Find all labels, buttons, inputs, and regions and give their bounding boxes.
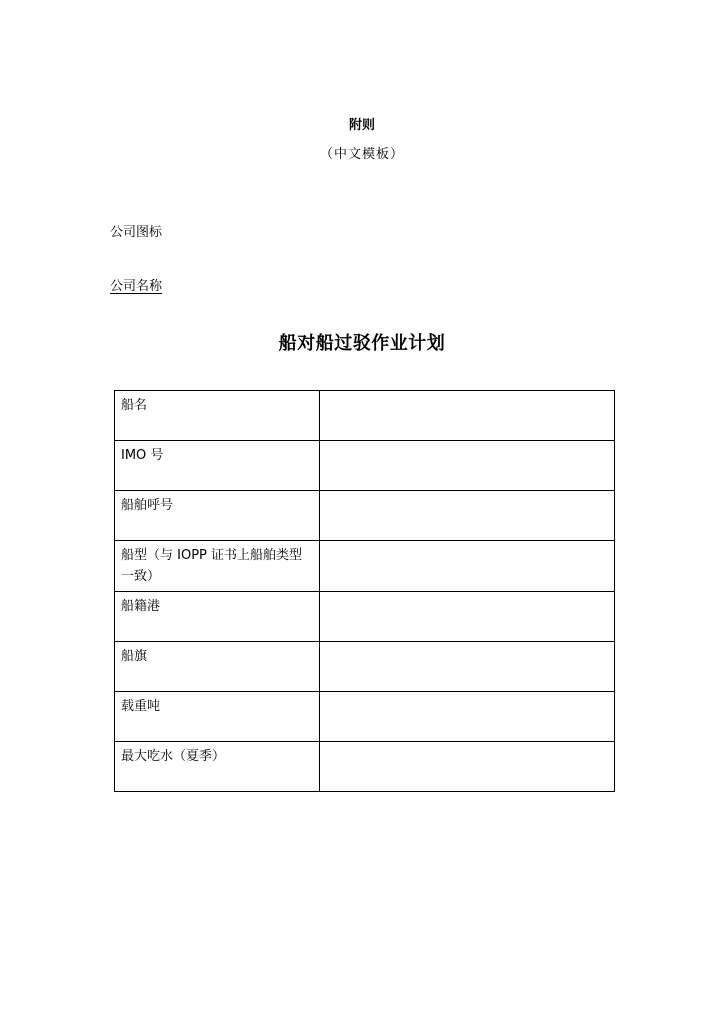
imo-number-label: IMO 号	[115, 441, 320, 491]
imo-number-value[interactable]	[320, 441, 615, 491]
ship-name-value[interactable]	[320, 391, 615, 441]
deadweight-label: 载重吨	[115, 692, 320, 742]
company-logo-placeholder: 公司图标	[110, 225, 163, 240]
flag-value[interactable]	[320, 642, 615, 692]
port-of-registry-value[interactable]	[320, 592, 615, 642]
flag-label: 船旗	[115, 642, 320, 692]
call-sign-value[interactable]	[320, 491, 615, 541]
ship-type-label: 船型（与 IOPP 证书上船舶类型一致）	[115, 541, 320, 592]
table-row	[115, 491, 615, 541]
ship-type-value[interactable]	[320, 541, 615, 592]
ship-info-table	[114, 390, 615, 792]
company-name-placeholder: 公司名称	[110, 279, 163, 294]
port-of-registry-label: 船籍港	[115, 592, 320, 642]
table-row	[115, 642, 615, 692]
table-row	[115, 692, 615, 742]
ship-name-label: 船名	[115, 391, 320, 441]
table-row	[115, 592, 615, 642]
appendix-subtitle: （中文模板）	[319, 147, 404, 162]
max-draft-label: 最大吃水（夏季）	[115, 742, 320, 792]
table-row	[115, 541, 615, 592]
deadweight-value[interactable]	[320, 692, 615, 742]
plan-title: 船对船过驳作业计划	[278, 333, 446, 354]
table-row	[115, 742, 615, 792]
table-row	[115, 441, 615, 491]
max-draft-value[interactable]	[320, 742, 615, 792]
appendix-title: 附则	[348, 118, 375, 133]
table-row	[115, 391, 615, 441]
call-sign-label: 船舶呼号	[115, 491, 320, 541]
